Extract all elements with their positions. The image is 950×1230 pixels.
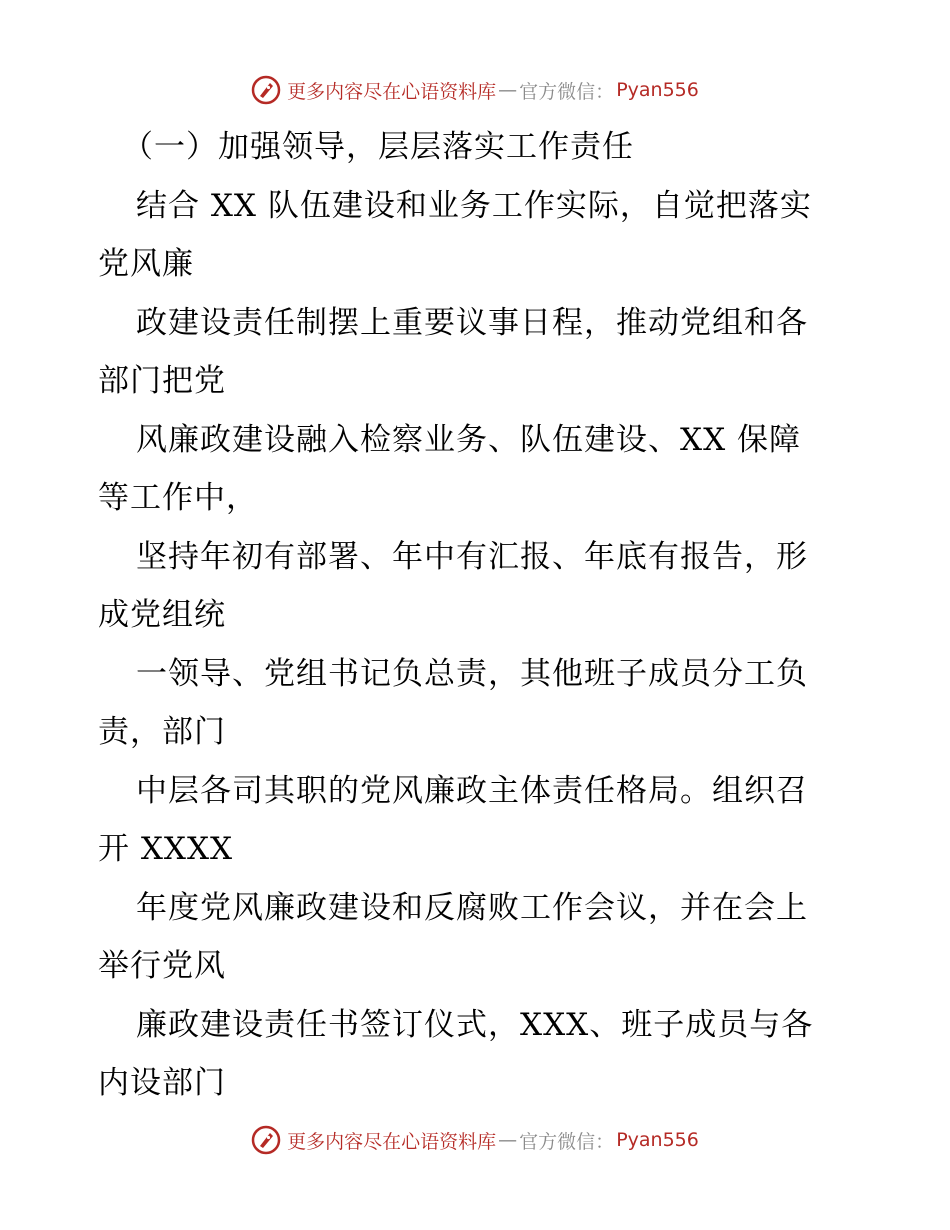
paragraph-line: 中层各司其职的党风廉政主体责任格局。组织召 bbox=[136, 772, 808, 809]
watermark-label: 官方微信： bbox=[519, 1130, 615, 1153]
paragraph-line: 开 XXXX bbox=[98, 831, 234, 867]
watermark-label: 官方微信： bbox=[519, 80, 615, 103]
paragraph-line: 等工作中， bbox=[98, 480, 258, 516]
paragraph-line: 坚持年初有部署、年中有汇报、年底有报告，形 bbox=[136, 538, 808, 575]
watermark-id: Pyan556 bbox=[616, 79, 699, 101]
paragraph-line: 责，部门 bbox=[98, 714, 226, 750]
watermark-brand: 更多内容尽在心语资料库 bbox=[287, 1130, 497, 1153]
header-watermark bbox=[0, 70, 950, 110]
paragraph-line: 部门把党 bbox=[98, 363, 226, 399]
paragraph-line: 一领导、党组书记负总责，其他班子成员分工负 bbox=[136, 655, 808, 692]
pen-nib-circle-icon bbox=[251, 1125, 281, 1155]
pen-nib-circle-icon bbox=[251, 75, 281, 105]
section-heading: （一）加强领导，层层落实工作责任 bbox=[122, 129, 634, 165]
paragraph-line: 政建设责任制摆上重要议事日程，推动党组和各 bbox=[136, 304, 808, 341]
paragraph-line: 成党组统 bbox=[98, 597, 226, 633]
watermark-brand: 更多内容尽在心语资料库 bbox=[287, 80, 497, 103]
paragraph-line: 风廉政建设融入检察业务、队伍建设、XX 保障 bbox=[136, 421, 801, 458]
watermark-id: Pyan556 bbox=[616, 1129, 699, 1151]
paragraph-line: 党风廉 bbox=[98, 246, 194, 282]
paragraph-line: 廉政建设责任书签订仪式，XXX、班子成员与各 bbox=[136, 1006, 814, 1043]
document-body bbox=[98, 118, 858, 1113]
paragraph-line: 内设部门 bbox=[98, 1065, 226, 1101]
watermark-dash: — bbox=[498, 79, 518, 101]
paragraph-line: 年度党风廉政建设和反腐败工作会议，并在会上 bbox=[136, 889, 808, 926]
watermark-dash: — bbox=[498, 1129, 518, 1151]
paragraph-line: 举行党风 bbox=[98, 948, 226, 984]
paragraph-line: 结合 XX 队伍建设和业务工作实际，自觉把落实 bbox=[136, 187, 812, 224]
footer-watermark bbox=[0, 1120, 950, 1160]
